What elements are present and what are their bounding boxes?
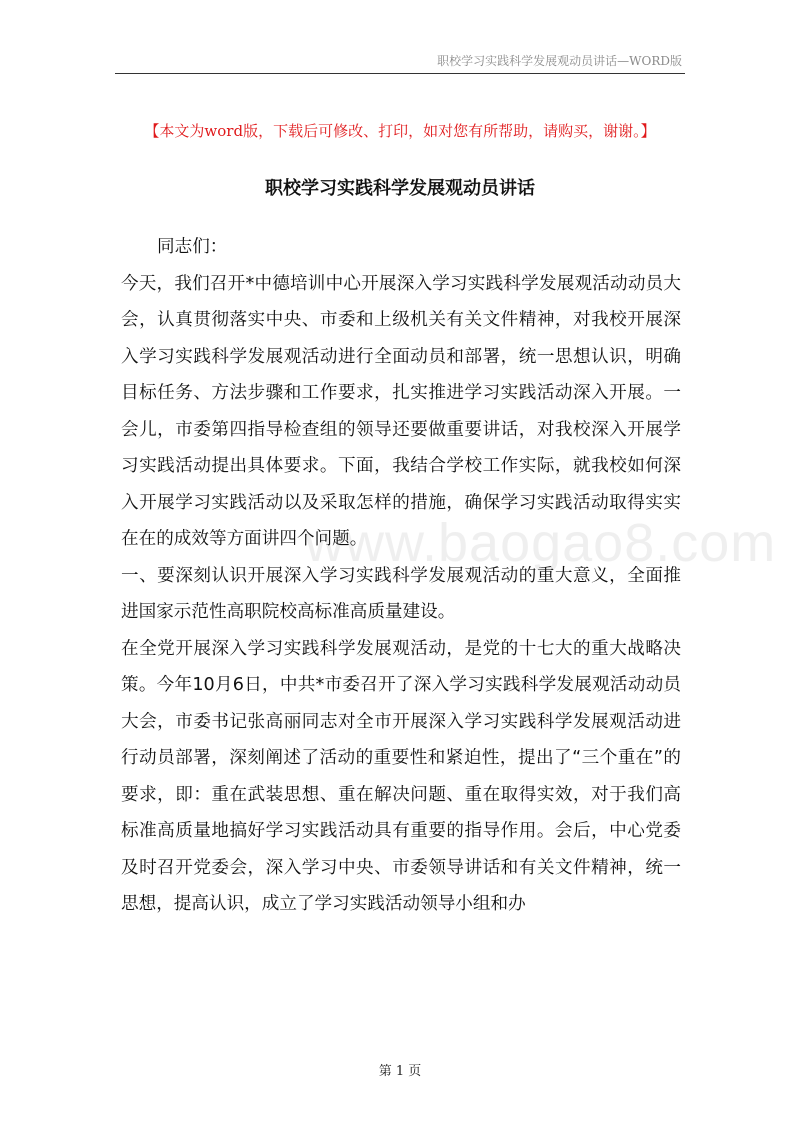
running-header-title: 职校学习实践科学发展观动员讲话—WORD版 [437, 54, 682, 68]
document-body [121, 229, 681, 923]
watermark: www.baogao8.com [305, 513, 777, 573]
page-number: 第 1 页 [378, 1064, 422, 1079]
download-notice: 【本文为word版，下载后可修改、打印，如对您有所帮助，请购买，谢谢。】 [144, 122, 656, 140]
section-heading-paragraph: 一、要深刻认识开展深入学习实践科学发展观活动的重大意义，全面推进国家示范性高职院校高标准高质量建设。 [121, 565, 681, 622]
greeting-paragraph: 同志们： [157, 237, 228, 257]
body-paragraph: 在全党开展深入学习实践科学发展观活动，是党的十七大的重大战略决策。今年10月6日，中共*市委召开了深入学习实践科学发展观活动动员大会，市委书记张高丽同志对全市开展深入学习实践科学发展观活动进行动员部署，深刻阐述了活动的重要性和紧迫性，提出了“三个重在”的要求，即：重在武装思想、重在解决问题、重在取得实效，对于我们高标准高质量地搞好学习实践活动具有重要的指导作用。会后，中心党委及时召开党委会，深入学习中央、市委领导讲话和有关文件精神，统一思想，提高认识，成立了学习实践活动领导小组和办 [121, 638, 681, 914]
body-paragraph: 今天，我们召开*中德培训中心开展深入学习实践科学发展观活动动员大会，认真贯彻落实中央、市委和上级机关有关文件精神，对我校开展深入学习实践科学发展观活动进行全面动员和部署，统一思想认识，明确目标任务、方法步骤和工作要求，扎实推进学习实践活动深入开展。一会儿，市委第四指导检查组的领导还要做重要讲话，对我校深入开展学习实践活动提出具体要求。下面，我结合学校工作实际，就我校如何深入开展学习实践活动以及采取怎样的措施，确保学习实践活动取得实实在在的成效等方面讲四个问题。 [121, 273, 681, 549]
header-divider [115, 73, 685, 74]
document-title: 职校学习实践科学发展观动员讲话 [265, 178, 535, 199]
